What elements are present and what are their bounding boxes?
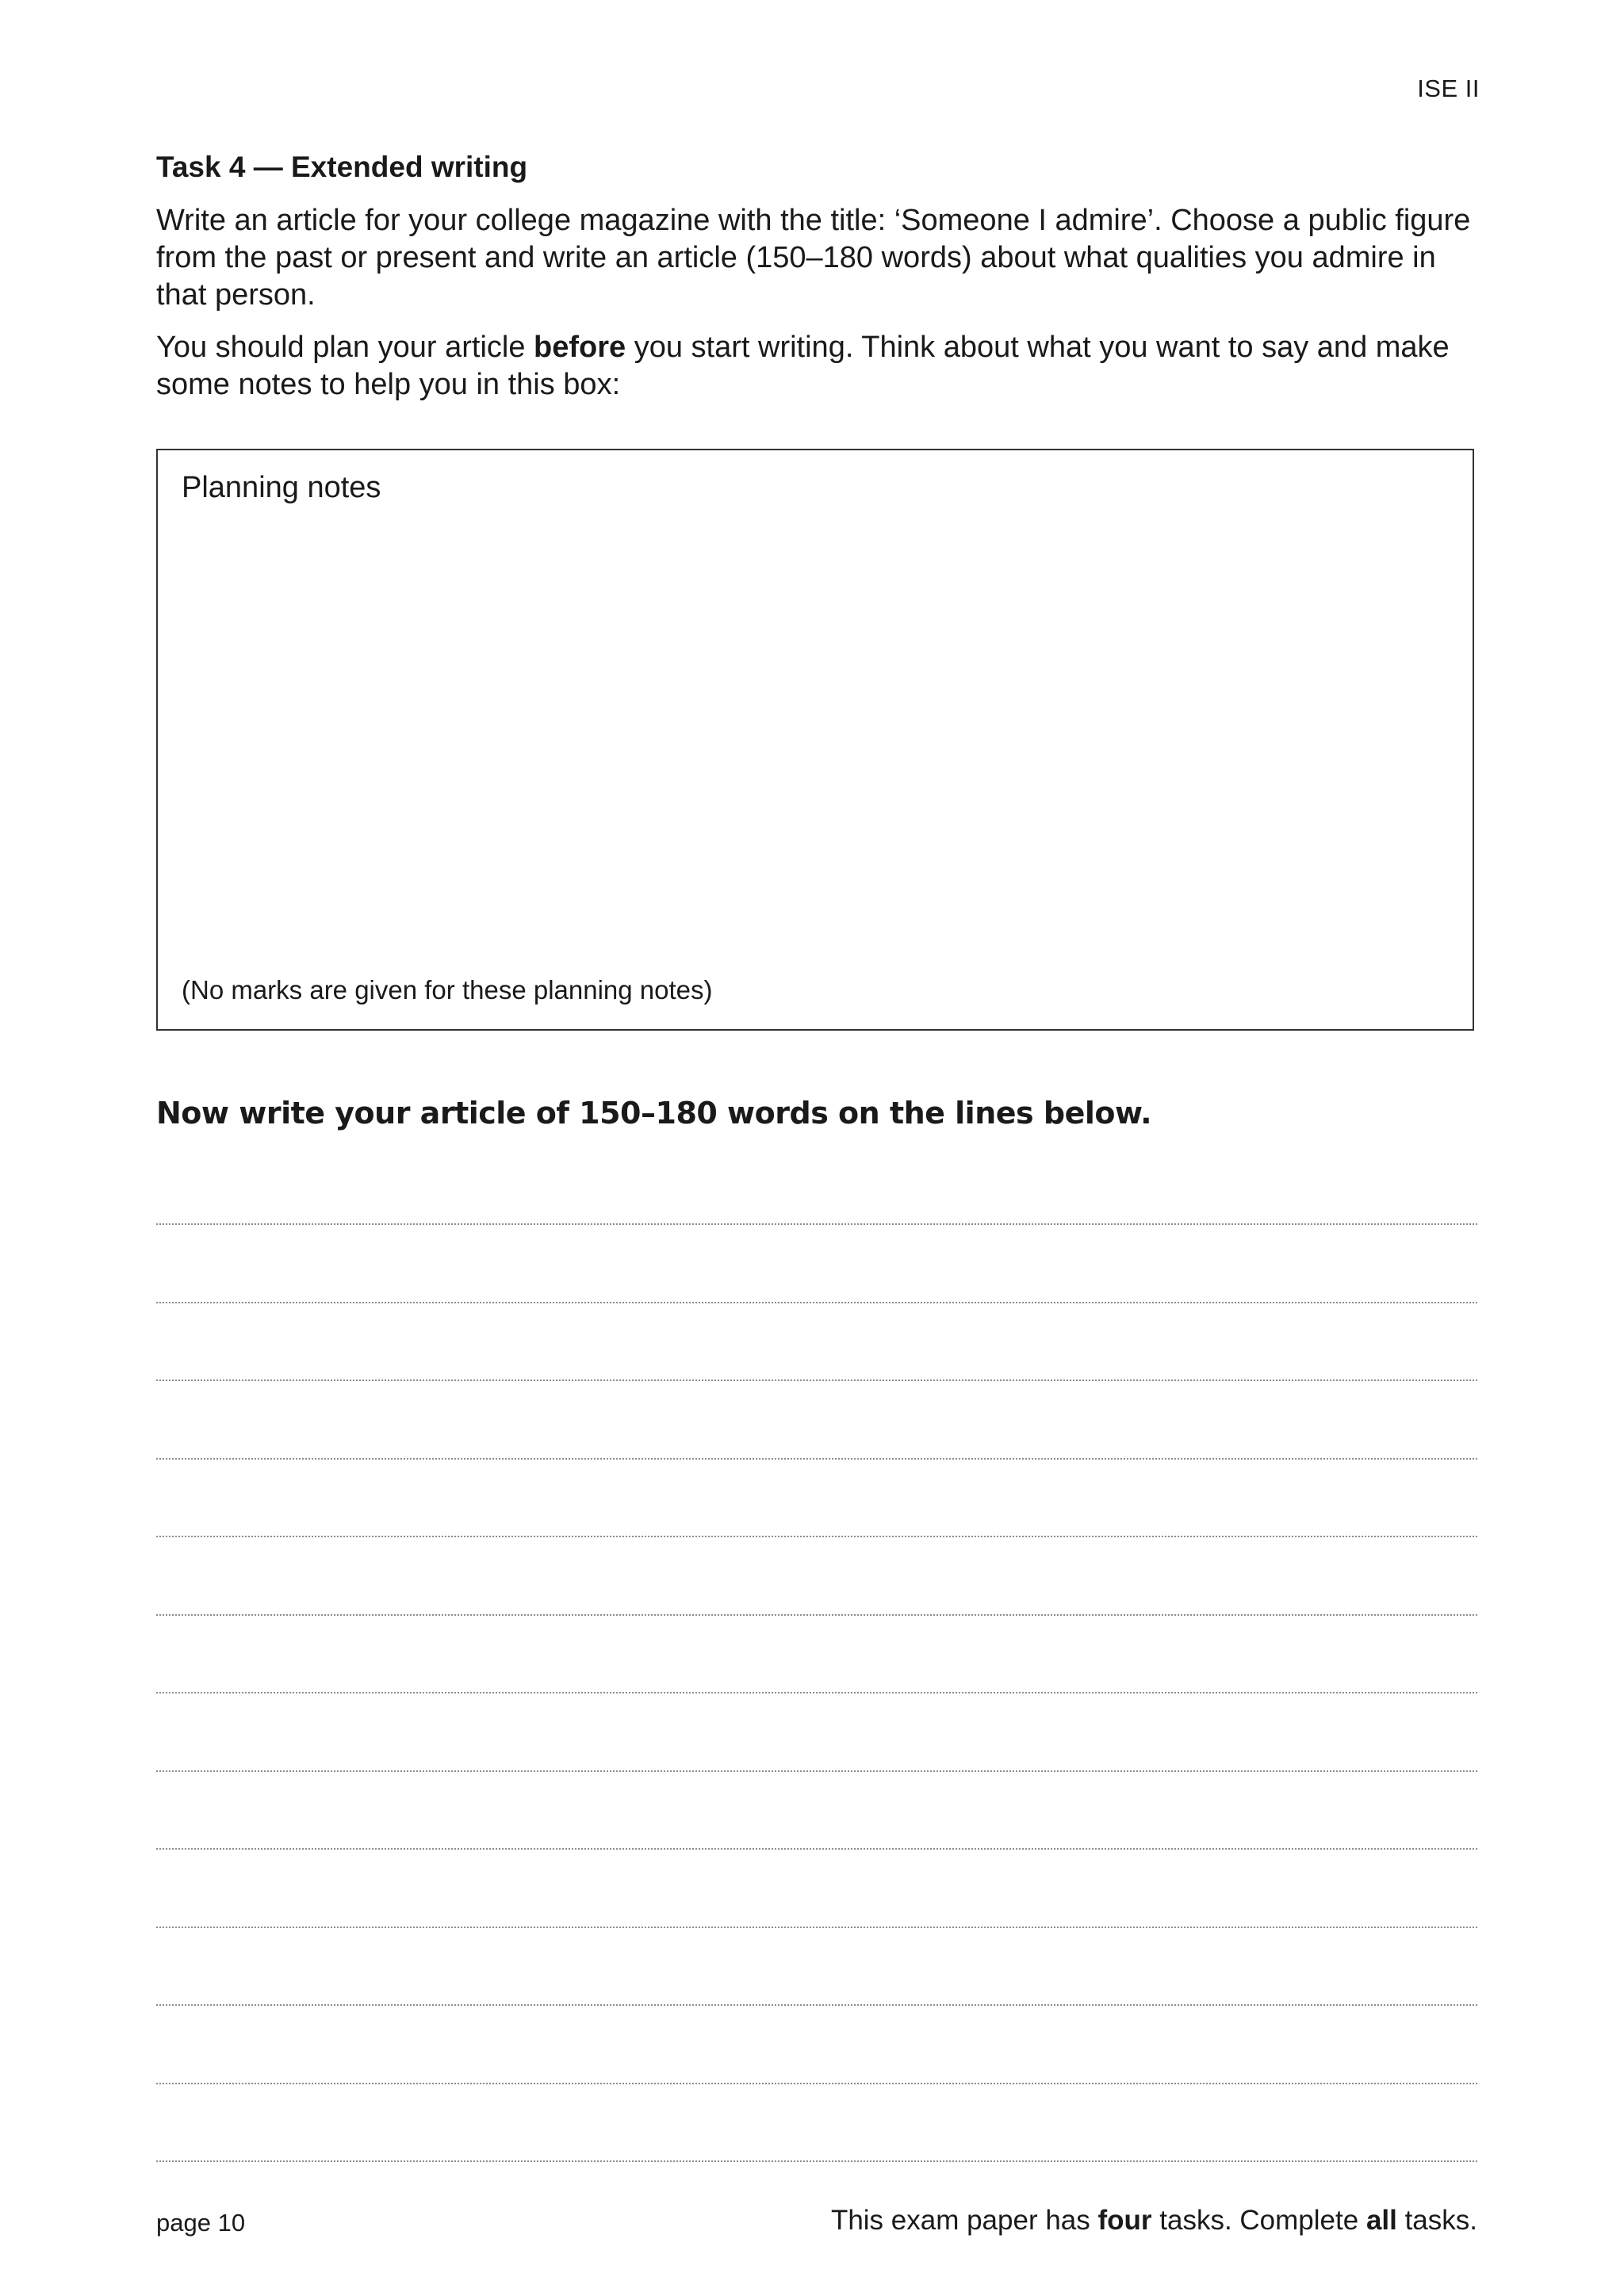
planning-instruction-emphasis: before (534, 331, 626, 364)
writing-line[interactable] (156, 2004, 1477, 2006)
planning-notes-disclaimer: (No marks are given for these planning notes) (182, 975, 713, 1004)
writing-line[interactable] (156, 1692, 1477, 1693)
writing-line[interactable] (156, 1848, 1477, 1850)
footer-note-middle: tasks. Complete (1151, 2205, 1366, 2236)
writing-line[interactable] (156, 1223, 1477, 1225)
page-number: page 10 (156, 2209, 246, 2237)
writing-line[interactable] (156, 1770, 1477, 1772)
writing-line[interactable] (156, 2160, 1477, 2162)
footer-note-end: tasks. (1396, 2205, 1477, 2236)
planning-notes-title: Planning notes (182, 471, 381, 504)
footer-note (831, 2205, 1477, 2237)
writing-area[interactable] (156, 0, 1477, 2296)
footer-note-emphasis-four: four (1097, 2205, 1152, 2236)
planning-instruction-end: you start writing. Think about what you want to say and make some notes to help you in this box: (156, 331, 1450, 401)
planning-instruction-start: You should plan your article (156, 331, 534, 364)
exam-code: ISE II (1417, 75, 1480, 102)
task-prompt: Write an article for your college magazine with the title: ‘Someone I admire’. Choose a public figure from the past or present and write an article (150–180 words) about what qualities you admire in that person. (156, 204, 1471, 312)
writing-line[interactable] (156, 1458, 1477, 1460)
footer-note-start: This exam paper has (830, 2205, 1098, 2236)
writing-instruction: Now write your article of 150–180 words on the lines below. (156, 1096, 1152, 1131)
writing-line[interactable] (156, 1302, 1477, 1303)
writing-line[interactable] (156, 1927, 1477, 1928)
footer-note-emphasis-all: all (1365, 2205, 1397, 2236)
writing-line[interactable] (156, 1614, 1477, 1616)
writing-line[interactable] (156, 1536, 1477, 1537)
writing-line[interactable] (156, 2083, 1477, 2084)
task-title: Task 4 — Extended writing (156, 151, 528, 183)
writing-line[interactable] (156, 1380, 1477, 1381)
